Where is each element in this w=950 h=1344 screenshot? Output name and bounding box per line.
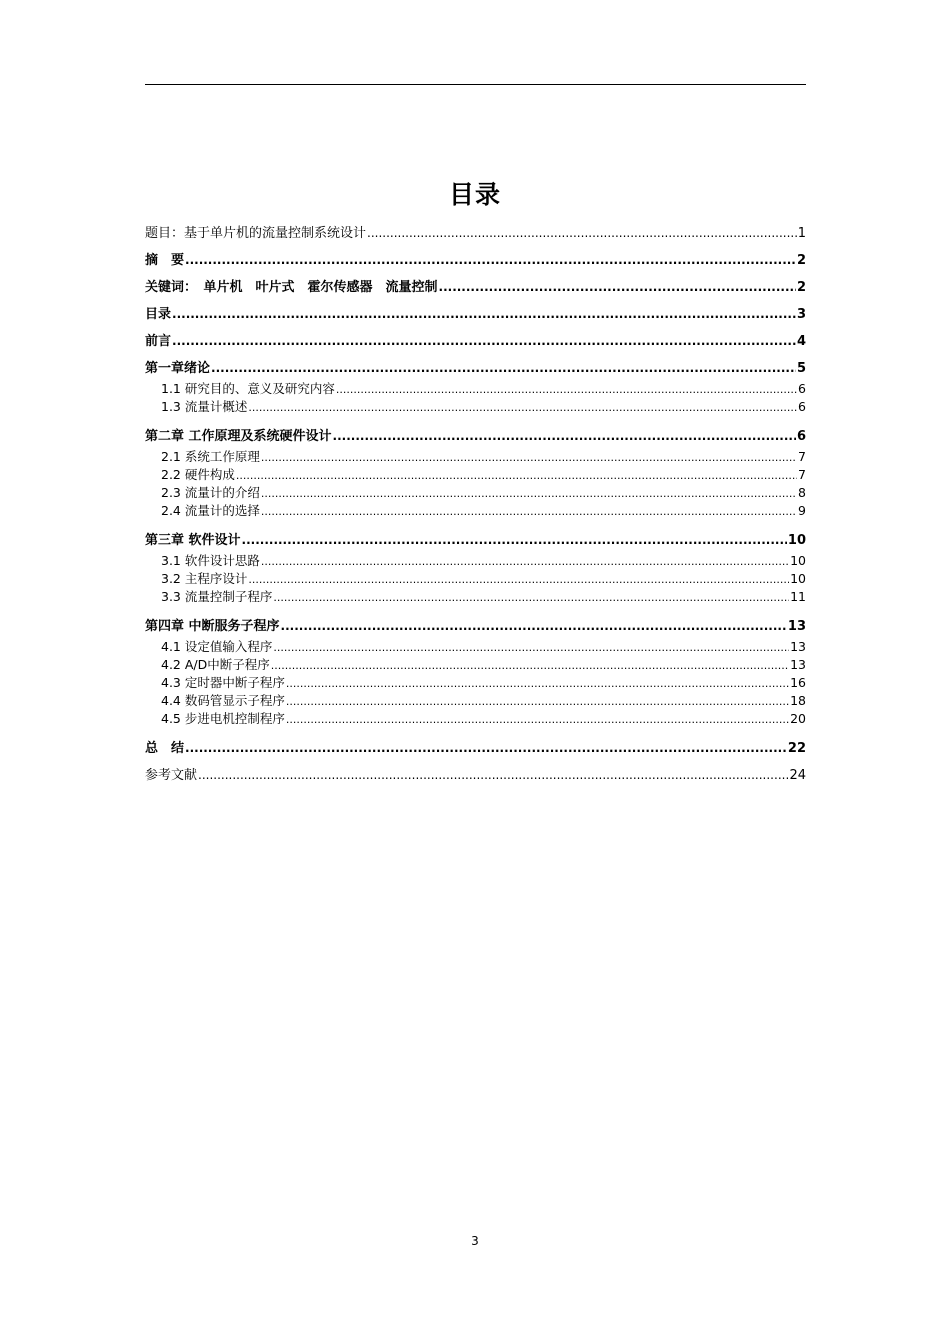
table-of-contents: [145, 222, 806, 791]
toc-leader: [172, 330, 796, 352]
toc-entry[interactable]: [145, 276, 806, 303]
toc-entry-title: 3.2 主程序设计: [161, 571, 248, 586]
toc-entry-page: 18: [790, 693, 806, 708]
toc-entry-title: 2.4 流量计的选择: [161, 503, 260, 518]
toc-entry-page: 6: [798, 381, 806, 396]
toc-entry-page: 20: [790, 711, 806, 726]
toc-entry-title: 关键词： 单片机 叶片式 霍尔传感器 流量控制: [145, 280, 438, 295]
page-number: 3: [471, 1234, 479, 1248]
toc-entry-page: 24: [789, 768, 806, 783]
toc-entry-page: 6: [796, 429, 806, 444]
toc-entry-title: 第二章 工作原理及系统硬件设计: [145, 429, 332, 444]
toc-entry-page: 1: [797, 226, 806, 241]
toc-entry-page: 11: [790, 589, 806, 604]
toc-entry-title: 3.3 流量控制子程序: [161, 589, 273, 604]
toc-subentry[interactable]: [145, 692, 806, 710]
toc-subentry[interactable]: [145, 710, 806, 728]
toc-entry-title: 总 结: [145, 741, 185, 756]
toc-entry-title: 第三章 软件设计: [145, 533, 241, 548]
toc-subentry[interactable]: [145, 674, 806, 692]
toc-leader: [261, 485, 797, 503]
toc-entry-page: 9: [798, 503, 806, 518]
toc-entry-title: 4.2 A/D中断子程序: [161, 657, 270, 672]
toc-entry[interactable]: [145, 737, 806, 764]
toc-subentry[interactable]: [145, 588, 806, 606]
toc-subentry[interactable]: [145, 638, 806, 656]
toc-leader: [198, 764, 788, 786]
toc-leader: [286, 693, 789, 711]
toc-subentry[interactable]: [145, 398, 806, 416]
toc-leader: [336, 381, 797, 399]
toc-leader: [261, 553, 789, 571]
toc-leader: [281, 615, 787, 637]
toc-leader: [172, 303, 796, 325]
toc-subentry[interactable]: [145, 552, 806, 570]
toc-entry-title: 4.1 设定值输入程序: [161, 639, 273, 654]
toc-entry-title: 第一章绪论: [145, 361, 211, 376]
toc-leader: [271, 657, 789, 675]
toc-entry[interactable]: [145, 764, 806, 791]
toc-entry-title: 3.1 软件设计思路: [161, 553, 260, 568]
toc-entry[interactable]: [145, 330, 806, 357]
toc-leader: [185, 737, 787, 759]
toc-entry-title: 4.4 数码管显示子程序: [161, 693, 285, 708]
toc-leader: [211, 357, 796, 379]
toc-entry-page: 22: [787, 741, 806, 756]
toc-entry-page: 13: [787, 619, 806, 634]
toc-entry-title: 目录: [145, 307, 172, 322]
toc-subentry[interactable]: [145, 380, 806, 398]
toc-leader: [333, 425, 796, 447]
toc-entry-page: 2: [796, 253, 806, 268]
toc-leader: [248, 399, 797, 417]
toc-entry-title: 1.3 流量计概述: [161, 399, 248, 414]
toc-leader: [242, 529, 787, 551]
toc-entry-page: 10: [790, 553, 806, 568]
toc-subentry[interactable]: [145, 656, 806, 674]
toc-entry-title: 2.3 流量计的介绍: [161, 485, 260, 500]
toc-leader: [286, 711, 789, 729]
toc-entry-title: 题目：基于单片机的流量控制系统设计: [145, 226, 367, 241]
toc-leader: [248, 571, 789, 589]
toc-entry-page: 6: [798, 399, 806, 414]
toc-leader: [367, 222, 797, 244]
toc-entry-page: 3: [796, 307, 806, 322]
toc-entry-page: 2: [796, 280, 806, 295]
toc-entry-page: 10: [790, 571, 806, 586]
toc-entry-page: 7: [798, 467, 806, 482]
toc-entry-page: 16: [790, 675, 806, 690]
header-rule: [145, 84, 806, 85]
toc-entry[interactable]: [145, 303, 806, 330]
toc-entry[interactable]: [145, 222, 806, 249]
toc-leader: [236, 467, 797, 485]
toc-entry-page: 7: [798, 449, 806, 464]
toc-entry[interactable]: [145, 249, 806, 276]
toc-entry-title: 摘 要: [145, 253, 185, 268]
toc-subentry[interactable]: [145, 466, 806, 484]
toc-leader: [261, 449, 797, 467]
toc-entry-title: 2.1 系统工作原理: [161, 449, 260, 464]
toc-entry-title: 2.2 硬件构成: [161, 467, 235, 482]
toc-entry-page: 10: [787, 533, 806, 548]
toc-entry-page: 4: [796, 334, 806, 349]
toc-entry-title: 4.5 步进电机控制程序: [161, 711, 285, 726]
toc-entry-page: 8: [798, 485, 806, 500]
toc-entry-title: 4.3 定时器中断子程序: [161, 675, 285, 690]
toc-subentry[interactable]: [145, 502, 806, 520]
toc-subentry[interactable]: [145, 570, 806, 588]
toc-entry-title: 1.1 研究目的、意义及研究内容: [161, 381, 335, 396]
toc-leader: [439, 276, 796, 298]
toc-leader: [286, 675, 789, 693]
page-title: 目录: [448, 180, 501, 209]
toc-entry-page: 5: [796, 361, 806, 376]
toc-subentry[interactable]: [145, 448, 806, 466]
toc-leader: [273, 589, 789, 607]
toc-entry-page: 13: [790, 639, 806, 654]
toc-entry-page: 13: [790, 657, 806, 672]
toc-entry-title: 参考文献: [145, 768, 198, 783]
toc-subentry[interactable]: [145, 484, 806, 502]
toc-leader: [261, 503, 797, 521]
toc-leader: [273, 639, 789, 657]
toc-entry-title: 第四章 中断服务子程序: [145, 619, 280, 634]
toc-entry-title: 前言: [145, 334, 172, 349]
toc-leader: [185, 249, 796, 271]
